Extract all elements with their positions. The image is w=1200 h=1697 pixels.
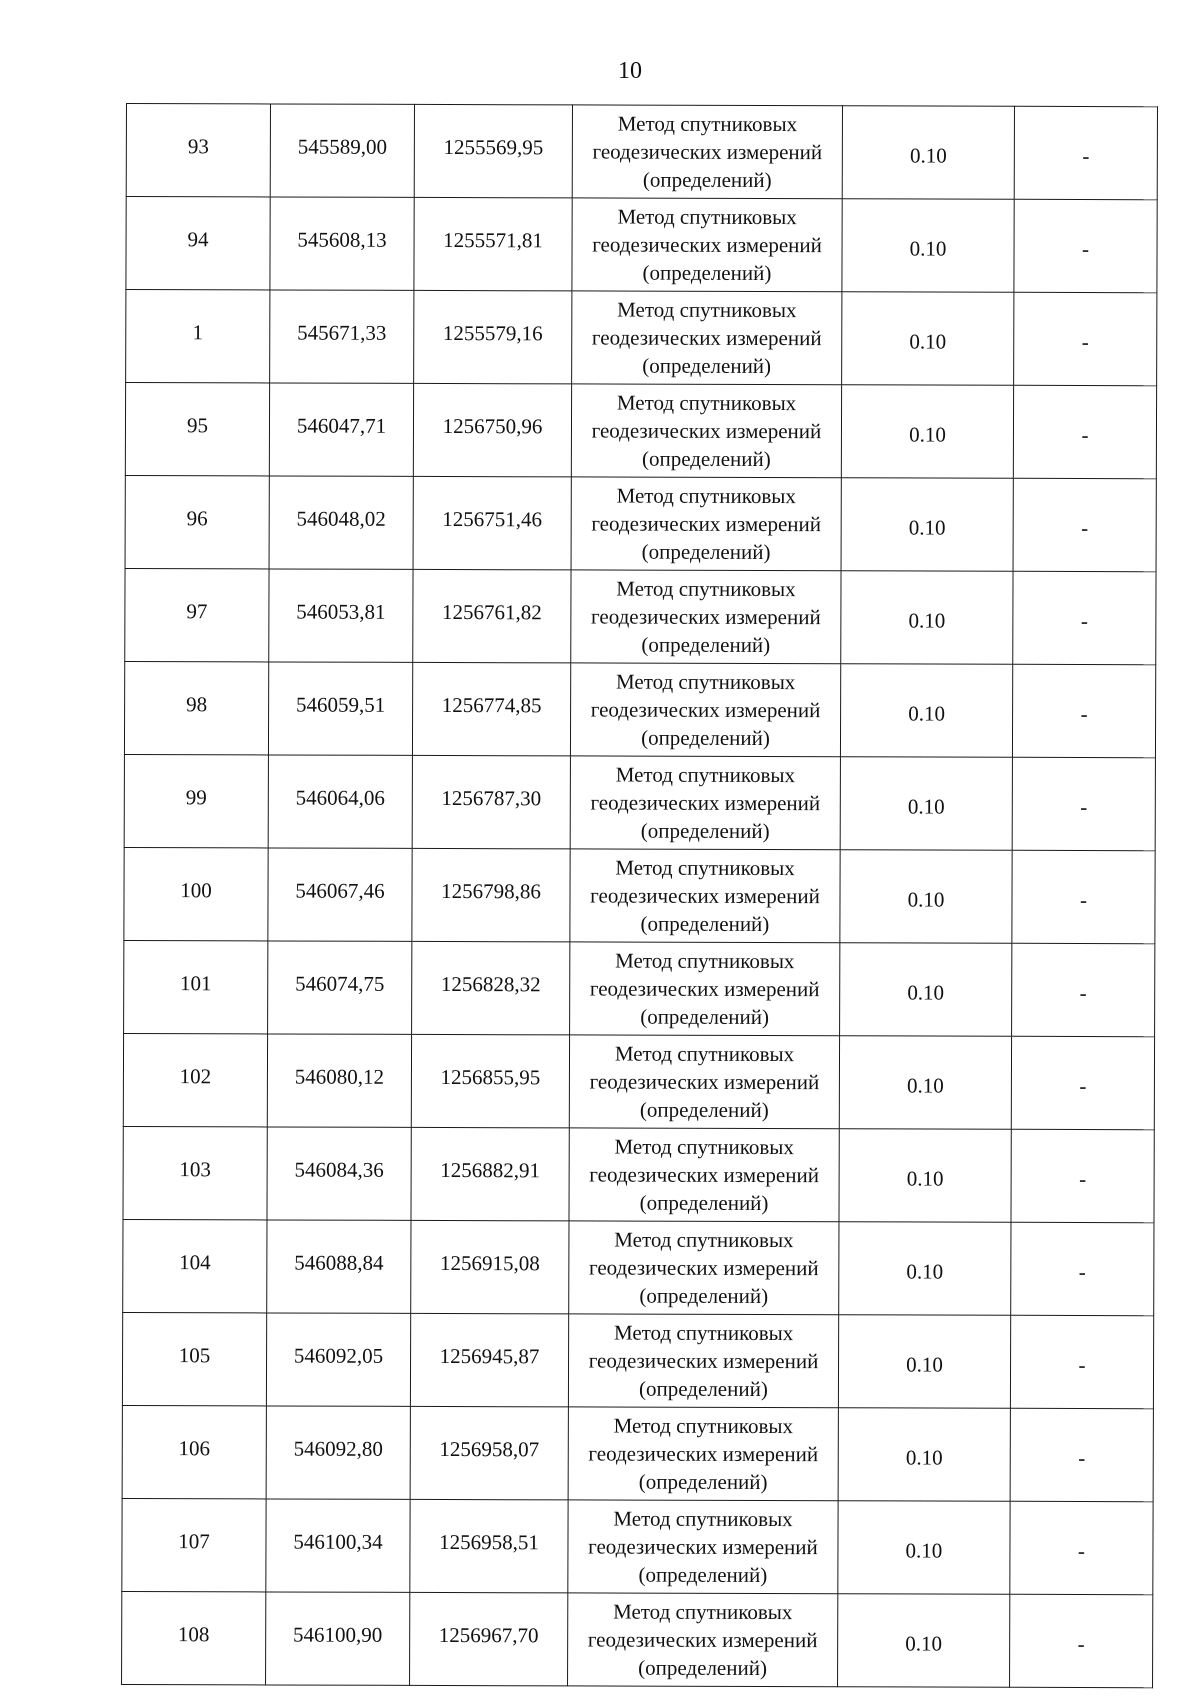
x-coordinate-cell: 546088,84 <box>267 1220 411 1313</box>
table-body <box>122 104 1158 1688</box>
table-row <box>126 197 1157 293</box>
method-cell <box>570 663 840 757</box>
method-line: геодезических измерений <box>591 604 821 630</box>
method-line: (определений) <box>640 1004 770 1030</box>
method-line: Метод спутниковых <box>617 297 797 323</box>
table-row <box>125 475 1156 571</box>
point-number-cell: 106 <box>122 1405 266 1498</box>
x-coordinate-cell: 546074,75 <box>268 941 412 1034</box>
accuracy-cell: 0.10 <box>840 757 1012 851</box>
method-line: (определений) <box>642 353 772 379</box>
point-number-cell: 1 <box>126 290 270 383</box>
method-line: Метод спутниковых <box>615 855 795 881</box>
method-cell <box>571 384 841 478</box>
note-cell: - <box>1012 943 1155 1036</box>
point-number-cell: 102 <box>123 1033 267 1126</box>
note-cell: - <box>1010 1408 1153 1501</box>
accuracy-cell: 0.10 <box>839 1036 1011 1130</box>
method-cell <box>568 1314 838 1408</box>
note-cell: - <box>1013 478 1156 571</box>
point-number-cell: 108 <box>122 1591 266 1684</box>
method-line: (определений) <box>641 539 771 565</box>
note-cell: - <box>1011 1222 1154 1315</box>
note-cell: - <box>1014 199 1157 292</box>
accuracy-cell: 0.10 <box>838 1594 1010 1688</box>
y-coordinate-cell: 1256945,87 <box>410 1313 568 1406</box>
y-coordinate-cell: 1256958,07 <box>410 1406 568 1499</box>
method-line: геодезических измерений <box>587 1627 818 1653</box>
point-number-cell: 104 <box>123 1219 267 1312</box>
method-cell <box>571 477 841 571</box>
method-line: (определений) <box>641 446 771 472</box>
method-line: Метод спутниковых <box>615 669 796 695</box>
y-coordinate-cell: 1256750,96 <box>413 383 571 476</box>
y-coordinate-cell: 1255569,95 <box>414 104 572 197</box>
accuracy-cell: 0.10 <box>841 385 1013 479</box>
x-coordinate-cell: 546092,05 <box>266 1313 410 1406</box>
method-line: (определений) <box>642 167 772 193</box>
method-cell <box>570 849 840 943</box>
method-line: Метод спутниковых <box>613 1320 794 1346</box>
table-row <box>124 754 1155 850</box>
y-coordinate-cell: 1255579,16 <box>414 290 572 383</box>
method-line: (определений) <box>640 818 770 844</box>
accuracy-cell: 0.10 <box>840 664 1012 758</box>
note-cell: - <box>1010 1315 1153 1408</box>
x-coordinate-cell: 545589,00 <box>270 104 414 197</box>
point-number-cell: 93 <box>126 104 270 197</box>
x-coordinate-cell: 546100,90 <box>266 1592 410 1685</box>
method-line: геодезических измерений <box>592 139 823 165</box>
note-cell: - <box>1013 385 1156 478</box>
method-line: Метод спутниковых <box>613 1599 793 1625</box>
method-line: геодезических измерений <box>589 1069 820 1095</box>
x-coordinate-cell: 546067,46 <box>268 848 412 941</box>
point-number-cell: 97 <box>125 568 269 661</box>
method-line: геодезических измерений <box>588 1441 819 1467</box>
method-cell <box>569 1128 839 1222</box>
method-line: Метод спутниковых <box>616 483 796 509</box>
method-cell <box>570 756 840 850</box>
method-line: Метод спутниковых <box>617 111 798 137</box>
point-number-cell: 105 <box>122 1312 266 1405</box>
note-cell: - <box>1010 1501 1153 1594</box>
method-cell <box>571 570 841 664</box>
method-line: Метод спутниковых <box>614 1227 794 1253</box>
method-cell <box>572 105 842 199</box>
method-line: Метод спутниковых <box>615 948 795 974</box>
method-line: (определений) <box>638 1655 768 1681</box>
point-number-cell: 98 <box>124 661 268 754</box>
method-line: Метод спутниковых <box>614 1041 795 1067</box>
accuracy-cell: 0.10 <box>841 571 1013 665</box>
point-number-cell: 99 <box>124 754 268 847</box>
accuracy-cell: 0.10 <box>842 292 1014 386</box>
method-cell <box>568 1407 838 1501</box>
accuracy-cell: 0.10 <box>838 1501 1010 1595</box>
y-coordinate-cell: 1256958,51 <box>410 1499 568 1592</box>
table-row <box>122 1405 1153 1501</box>
table-row <box>123 1219 1154 1315</box>
point-number-cell: 100 <box>124 847 268 940</box>
x-coordinate-cell: 546053,81 <box>269 569 413 662</box>
note-cell: - <box>1013 571 1156 664</box>
note-cell: - <box>1012 757 1155 850</box>
note-cell: - <box>1012 664 1155 757</box>
method-line: Метод спутниковых <box>613 1413 794 1439</box>
method-line: геодезических измерений <box>591 418 822 444</box>
method-line: геодезических измерений <box>591 325 822 351</box>
method-line: (определений) <box>641 725 770 751</box>
table-row <box>126 104 1157 200</box>
note-cell: - <box>1014 292 1157 385</box>
point-number-cell: 94 <box>126 197 270 290</box>
point-number-cell: 103 <box>123 1126 267 1219</box>
method-cell <box>572 198 842 292</box>
method-line: геодезических измерений <box>590 883 820 909</box>
page-number: 10 <box>618 58 642 84</box>
table-row <box>122 1312 1153 1408</box>
method-line: (определений) <box>639 1097 769 1123</box>
method-line: Метод спутниковых <box>613 1506 793 1532</box>
y-coordinate-cell: 1256761,82 <box>413 569 571 662</box>
point-number-cell: 101 <box>124 940 268 1033</box>
method-cell <box>568 1500 838 1594</box>
table-row <box>122 1591 1153 1687</box>
method-line: (определений) <box>639 1376 768 1402</box>
method-cell <box>569 1035 839 1129</box>
x-coordinate-cell: 545608,13 <box>270 197 414 290</box>
accuracy-cell: 0.10 <box>842 106 1014 200</box>
table-row <box>123 1126 1154 1222</box>
table-row <box>124 940 1155 1036</box>
table-row <box>124 847 1155 943</box>
method-line: геодезических измерений <box>592 232 822 258</box>
x-coordinate-cell: 546100,34 <box>266 1499 410 1592</box>
method-line: Метод спутниковых <box>616 576 796 602</box>
method-line: Метод спутниковых <box>617 204 797 230</box>
method-line: (определений) <box>640 911 770 937</box>
point-number-cell: 96 <box>125 475 269 568</box>
accuracy-cell: 0.10 <box>839 1222 1011 1316</box>
table-row <box>125 383 1156 479</box>
accuracy-cell: 0.10 <box>840 943 1012 1037</box>
y-coordinate-cell: 1256882,91 <box>411 1127 569 1220</box>
point-number-cell: 107 <box>122 1498 266 1591</box>
method-line: геодезических измерений <box>589 1162 820 1188</box>
method-line: (определений) <box>639 1190 769 1216</box>
point-number-cell: 95 <box>125 383 269 476</box>
x-coordinate-cell: 546047,71 <box>269 383 413 476</box>
method-line: (определений) <box>639 1283 769 1309</box>
x-coordinate-cell: 545671,33 <box>270 290 414 383</box>
method-line: геодезических измерений <box>588 1534 818 1560</box>
x-coordinate-cell: 546059,51 <box>268 662 412 755</box>
accuracy-cell: 0.10 <box>842 199 1014 293</box>
y-coordinate-cell: 1256828,32 <box>412 941 570 1034</box>
accuracy-cell: 0.10 <box>838 1315 1010 1409</box>
x-coordinate-cell: 546080,12 <box>267 1034 411 1127</box>
table-row <box>123 1033 1154 1129</box>
method-line: (определений) <box>641 632 771 658</box>
method-line: геодезических измерений <box>589 976 820 1002</box>
table-row <box>122 1498 1153 1594</box>
coordinates-table <box>121 103 1158 1688</box>
y-coordinate-cell: 1256774,85 <box>412 662 570 755</box>
accuracy-cell: 0.10 <box>840 850 1012 944</box>
method-line: Метод спутниковых <box>614 1134 794 1160</box>
method-line: (определений) <box>638 1562 768 1588</box>
method-line: геодезических измерений <box>591 511 822 537</box>
method-line: Метод спутниковых <box>615 762 796 788</box>
y-coordinate-cell: 1256798,86 <box>412 848 570 941</box>
method-cell <box>570 942 840 1036</box>
note-cell: - <box>1011 1129 1154 1222</box>
y-coordinate-cell: 1256787,30 <box>412 755 570 848</box>
table-row <box>126 290 1157 386</box>
y-coordinate-cell: 1256855,95 <box>411 1034 569 1127</box>
x-coordinate-cell: 546048,02 <box>269 476 413 569</box>
accuracy-cell: 0.10 <box>838 1408 1010 1502</box>
y-coordinate-cell: 1255571,81 <box>414 197 572 290</box>
method-cell <box>568 1593 838 1687</box>
method-line: Метод спутниковых <box>616 390 797 416</box>
method-line: (определений) <box>642 260 772 286</box>
x-coordinate-cell: 546084,36 <box>267 1127 411 1220</box>
method-line: (определений) <box>638 1469 768 1495</box>
table-row <box>125 568 1156 664</box>
y-coordinate-cell: 1256915,08 <box>411 1220 569 1313</box>
method-line: геодезических измерений <box>590 790 821 816</box>
accuracy-cell: 0.10 <box>841 478 1013 572</box>
accuracy-cell: 0.10 <box>839 1129 1011 1223</box>
table-row <box>124 661 1155 757</box>
note-cell: - <box>1011 1036 1154 1129</box>
note-cell: - <box>1014 106 1157 199</box>
y-coordinate-cell: 1256967,70 <box>410 1592 568 1685</box>
method-line: геодезических измерений <box>590 697 821 723</box>
method-line: геодезических измерений <box>588 1255 819 1281</box>
x-coordinate-cell: 546064,06 <box>268 755 412 848</box>
method-cell <box>569 1221 839 1315</box>
method-line: геодезических измерений <box>588 1348 819 1374</box>
note-cell: - <box>1010 1594 1153 1687</box>
note-cell: - <box>1012 850 1155 943</box>
method-cell <box>572 291 842 385</box>
y-coordinate-cell: 1256751,46 <box>413 476 571 569</box>
x-coordinate-cell: 546092,80 <box>266 1406 410 1499</box>
